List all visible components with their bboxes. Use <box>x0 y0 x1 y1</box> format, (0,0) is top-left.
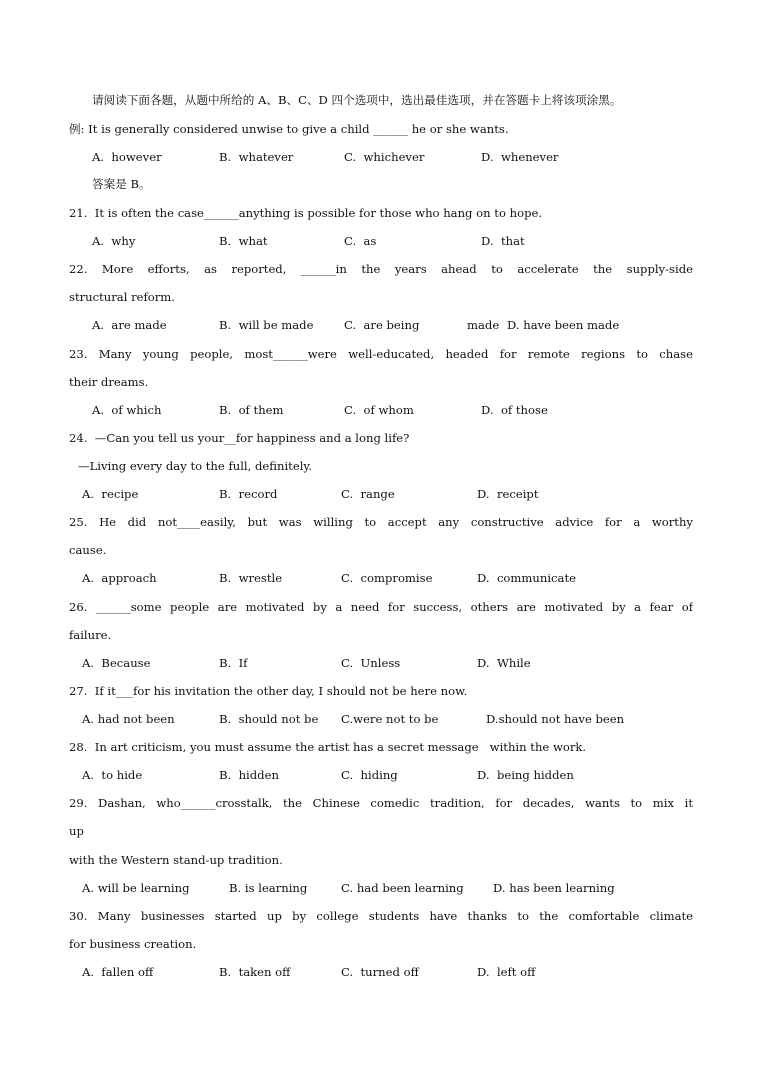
option-b: B. is learning <box>229 881 308 895</box>
example-answer-line <box>0 175 761 193</box>
option-c: C. are being <box>344 318 420 332</box>
option-a: A. however <box>92 150 162 164</box>
option-d: D. that <box>481 234 525 248</box>
option-b: B. will be made <box>219 318 314 332</box>
q21-stem: 21. It is often the case______anything is possible for those who hang on to hope. <box>69 206 543 220</box>
q26-options <box>0 654 761 672</box>
q28-stem-line <box>0 738 761 756</box>
q26-stem-line2 <box>0 626 761 644</box>
option-b: B. should not be <box>219 712 319 726</box>
q28-stem: 28. In art criticism, you must assume the artist has a secret message within the work. <box>69 740 587 754</box>
option-a: A. of which <box>92 403 162 417</box>
option-a: A. fallen off <box>82 965 154 979</box>
instruction-line <box>0 91 761 109</box>
q23-stem-line2 <box>0 373 761 391</box>
option-a: A. why <box>92 234 136 248</box>
q29-stem3: with the Western stand-up tradition. <box>69 853 283 867</box>
option-b: B. record <box>219 487 278 501</box>
q30-stem1: 30. Many businesses started up by college students have thanks to the comfortable climate <box>69 909 693 923</box>
option-c: C. hiding <box>341 768 398 782</box>
option-c: C. as <box>344 234 377 248</box>
q27-options <box>0 710 761 728</box>
q25-options <box>0 569 761 587</box>
q22-options <box>0 316 761 334</box>
option-d: D. left off <box>477 965 536 979</box>
option-a: A. are made <box>92 318 167 332</box>
example-stem-line <box>0 120 761 138</box>
option-a: A. had not been <box>82 712 175 726</box>
option-c: C. Unless <box>341 656 401 670</box>
option-c: C. turned off <box>341 965 419 979</box>
q22-stem2: structural reform. <box>69 290 175 304</box>
option-c: C. whichever <box>344 150 425 164</box>
example-answer: 答案是 B。 <box>92 177 151 191</box>
q30-stem-line2 <box>0 935 761 953</box>
option-c-cont: made <box>467 318 500 332</box>
q27-stem: 27. If it___for his invitation the other day, I should not be here now. <box>69 684 468 698</box>
option-b: B. If <box>219 656 248 670</box>
q29-stem-line3 <box>0 851 761 869</box>
q26-stem-line1 <box>0 598 761 616</box>
q23-stem2: their dreams. <box>69 375 149 389</box>
option-a: A. approach <box>82 571 157 585</box>
option-d: D. receipt <box>477 487 539 501</box>
option-b: B. wrestle <box>219 571 283 585</box>
option-c: C. of whom <box>344 403 414 417</box>
q22-stem1: 22. More efforts, as reported, ______in the years ahead to accelerate the supply-side <box>69 262 693 276</box>
instruction-text: 请阅读下面各题，从题中所给的 A、B、C、D 四个选项中，选出最佳选项，并在答题卡上将该项涂黑。 <box>92 93 622 107</box>
q30-stem2: for business creation. <box>69 937 197 951</box>
q26-stem1: 26. ______some people are motivated by a need for success, others are motivated by a fear of <box>69 600 693 614</box>
option-b: B. hidden <box>219 768 279 782</box>
q21-stem-line <box>0 204 761 222</box>
q25-stem2: cause. <box>69 543 107 557</box>
example-stem: 例: It is generally considered unwise to give a child ______ he or she wants. <box>69 122 509 136</box>
q29-stem1: 29. Dashan, who______crosstalk, the Chinese comedic tradition, for decades, wants to mix it <box>69 796 693 810</box>
q24-options <box>0 485 761 503</box>
option-d: D. While <box>477 656 531 670</box>
option-b: B. of them <box>219 403 284 417</box>
option-c: C. range <box>341 487 395 501</box>
option-d: D. has been learning <box>493 881 615 895</box>
q22-stem-line1 <box>0 260 761 278</box>
q25-stem-line1 <box>0 513 761 531</box>
option-d: D. have been made <box>507 318 620 332</box>
q29-stem-line2 <box>0 822 761 840</box>
option-c: C.were not to be <box>341 712 439 726</box>
q24-stem-line2 <box>0 457 761 475</box>
option-b: B. whatever <box>219 150 294 164</box>
q29-stem-line1 <box>0 794 761 812</box>
option-a: A. to hide <box>82 768 143 782</box>
option-d: D.should not have been <box>486 712 625 726</box>
option-c: C. had been learning <box>341 881 464 895</box>
option-d: D. being hidden <box>477 768 574 782</box>
q23-options <box>0 401 761 419</box>
q27-stem-line <box>0 682 761 700</box>
q30-stem-line1 <box>0 907 761 925</box>
q29-options <box>0 879 761 897</box>
q24-stem2: —Living every day to the full, definitely. <box>78 459 313 473</box>
option-a: A. recipe <box>82 487 139 501</box>
q25-stem-line2 <box>0 541 761 559</box>
option-b: B. taken off <box>219 965 291 979</box>
option-b: B. what <box>219 234 268 248</box>
q24-stem-line1 <box>0 429 761 447</box>
q30-options <box>0 963 761 981</box>
q23-stem1: 23. Many young people, most______were well-educated, headed for remote regions to chase <box>69 347 693 361</box>
option-d: D. whenever <box>481 150 559 164</box>
option-a: A. Because <box>82 656 151 670</box>
q22-stem-line2 <box>0 288 761 306</box>
example-options <box>0 148 761 166</box>
q28-options <box>0 766 761 784</box>
q25-stem1: 25. He did not____easily, but was willing to accept any constructive advice for a worthy <box>69 515 693 529</box>
option-c: C. compromise <box>341 571 433 585</box>
option-a: A. will be learning <box>82 881 190 895</box>
option-d: D. communicate <box>477 571 576 585</box>
q26-stem2: failure. <box>69 628 112 642</box>
q29-stem2: up <box>69 824 84 838</box>
q21-options <box>0 232 761 250</box>
q24-stem1: 24. —Can you tell us your__for happiness and a long life? <box>69 431 410 445</box>
option-d: D. of those <box>481 403 548 417</box>
q23-stem-line1 <box>0 345 761 363</box>
